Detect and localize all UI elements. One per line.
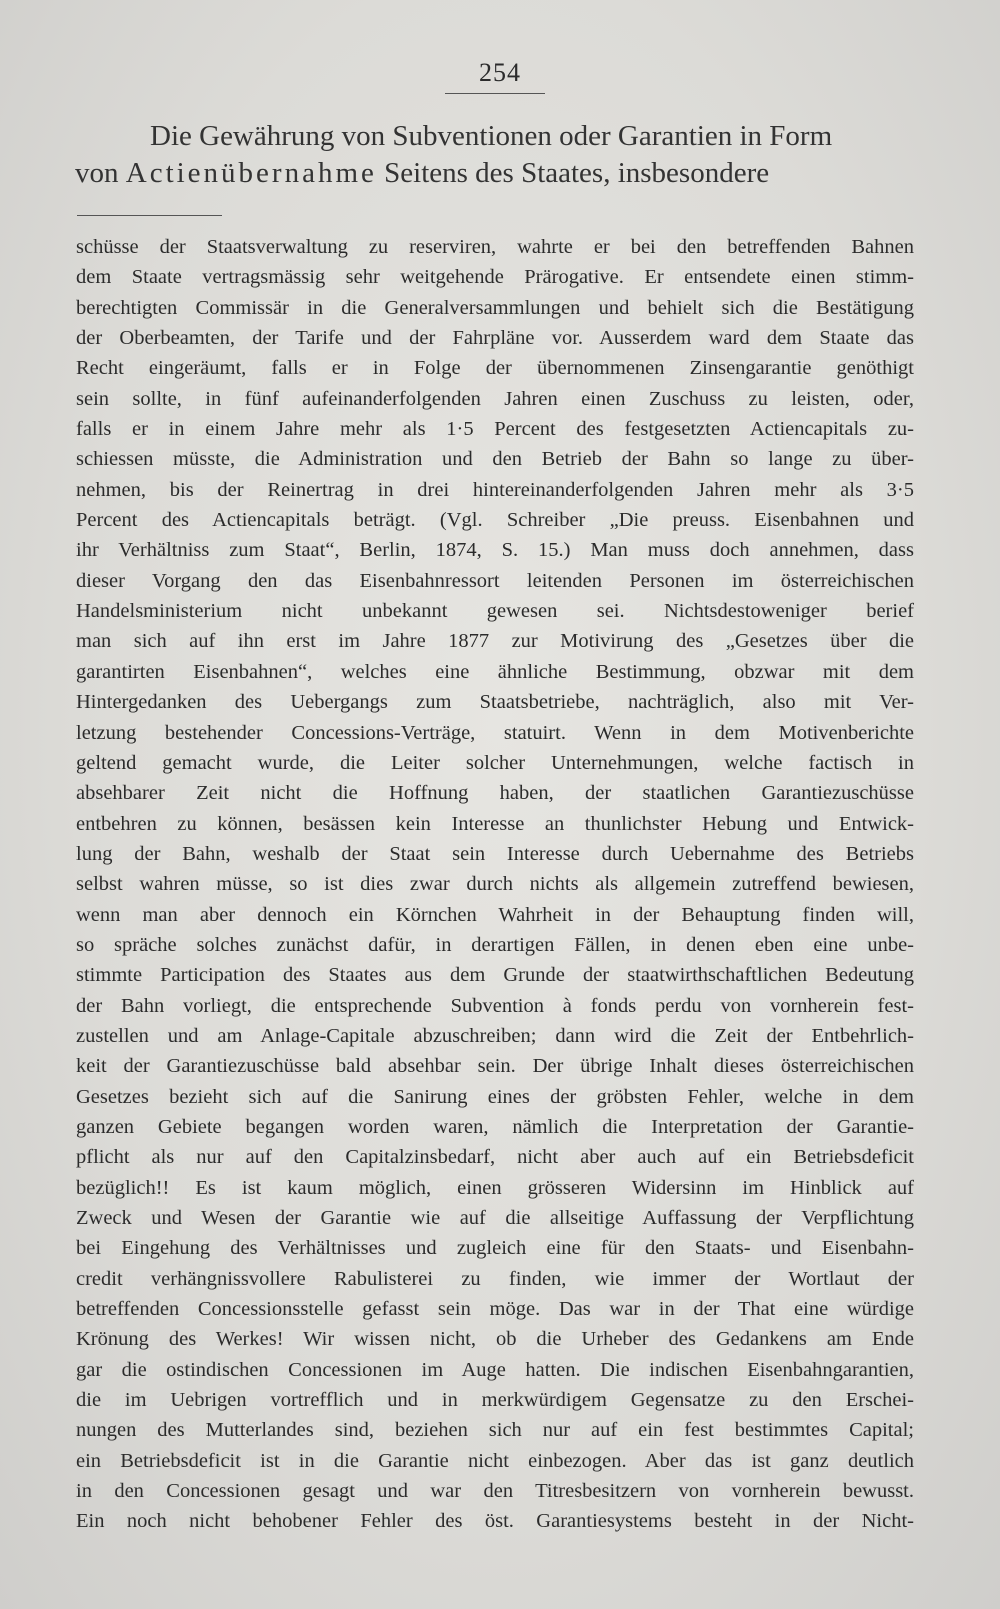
- text-line: schüsse der Staatsverwaltung zu reserviren, wahrte er bei den betreffenden Bahnen: [76, 236, 914, 258]
- text-line: ganzen Gebiete begangen worden waren, nämlich die Interpretation der Garantie-: [76, 1115, 914, 1138]
- text-line: keit der Garantiezuschüsse bald absehbar sein. Der übrige Inhalt dieses österreichischen: [76, 1055, 914, 1078]
- footnote-rule: [77, 215, 222, 216]
- text-line: betreffenden Concessionsstelle gefasst sein möge. Das war in der That eine würdige: [76, 1298, 914, 1321]
- text-line: pflicht als nur auf den Capitalzinsbedarf, nicht aber auch auf ein Betriebsdeficit: [76, 1146, 914, 1169]
- text-line: der Bahn vorliegt, die entsprechende Subvention à fonds perdu von vornherein fest-: [76, 994, 914, 1017]
- text-line: garantirten Eisenbahnen“, welches eine ähnliche Bestimmung, obzwar mit dem: [76, 660, 914, 683]
- text-line: bei Eingehung des Verhältnisses und zugleich eine für den Staats- und Eisenbahn-: [76, 1237, 914, 1260]
- text-line: dem Staate vertragsmässig sehr weitgehende Prärogative. Er entsendete einen stimm-: [76, 266, 914, 289]
- text-line: berechtigten Commissär in die Generalversammlungen und behielt sich die Bestätigung: [76, 296, 914, 319]
- text-line: Krönung des Werkes! Wir wissen nicht, ob die Urheber des Gedankens am Ende: [76, 1328, 914, 1351]
- text-line: absehbarer Zeit nicht die Hoffnung haben, der staatlichen Garantiezuschüsse: [76, 782, 914, 805]
- text-line: stimmte Participation des Staates aus dem Grunde der staatwirthschaftlichen Bedeutung: [76, 964, 914, 987]
- heading-text: Seitens des Staates, insbesondere: [376, 157, 770, 189]
- text-line: man sich auf ihn erst im Jahre 1877 zur Motivirung des „Gesetzes über die: [76, 630, 914, 653]
- text-line: selbst wahren müsse, so ist dies zwar durch nichts als allgemein zutreffend bewiesen,: [76, 873, 914, 896]
- text-line: gar die ostindischen Concessionen im Auge hatten. Die indischen Eisenbahngarantien,: [76, 1358, 914, 1381]
- text-line: wenn man aber dennoch ein Körnchen Wahrheit in der Behauptung finden will,: [76, 903, 914, 926]
- heading-emphasis: Actienübernahme: [125, 157, 377, 189]
- heading-text: Die Gewährung von Subventionen oder Garantien in Form: [150, 120, 833, 152]
- text-line: zustellen und am Anlage-Capitale abzuschreiben; dann wird die Zeit der Entbehrlich-: [76, 1024, 914, 1047]
- page-number: 254: [479, 58, 521, 87]
- text-line: geltend gemacht wurde, die Leiter solcher Unternehmungen, welche factisch in: [76, 751, 914, 774]
- text-line: bezüglich!! Es ist kaum möglich, einen grösseren Widersinn im Hinblick auf: [76, 1176, 914, 1199]
- text-line: nungen des Mutterlandes sind, beziehen sich nur auf ein fest bestimmtes Capital;: [76, 1419, 914, 1442]
- text-line: Recht eingeräumt, falls er in Folge der übernommenen Zinsengarantie genöthigt: [76, 357, 914, 380]
- text-line: credit verhängnissvollere Rabulisterei zu finden, wie immer der Wortlaut der: [76, 1267, 914, 1290]
- text-line: Gesetzes bezieht sich auf die Sanirung eines der gröbsten Fehler, welche in dem: [76, 1085, 914, 1108]
- text-line: dieser Vorgang den das Eisenbahnressort leitenden Personen im österreichischen: [76, 569, 914, 592]
- text-line: nehmen, bis der Reinertrag in drei hintereinanderfolgenden Jahren mehr als 3·5: [76, 478, 914, 501]
- text-line: Zweck und Wesen der Garantie wie auf die allseitige Auffassung der Verpflichtung: [76, 1207, 914, 1229]
- text-line: schiessen müsste, die Administration und den Betrieb der Bahn so lange zu über-: [76, 448, 914, 471]
- text-line: falls er in einem Jahre mehr als 1·5 Percent des festgesetzten Actiencapitals zu-: [76, 418, 914, 441]
- text-line: Hintergedanken des Uebergangs zum Staatsbetriebe, nachträglich, also mit Ver-: [76, 691, 914, 714]
- heading-text: von: [75, 157, 126, 189]
- text-line: so spräche solches zunächst dafür, in derartigen Fällen, in denen eben eine unbe-: [76, 933, 914, 956]
- heading-line: [75, 155, 915, 192]
- text-line: Handelsministerium nicht unbekannt gewesen sei. Nichtsdestoweniger berief: [76, 600, 914, 623]
- footnote-body: [76, 232, 914, 1537]
- heading-line: [75, 118, 915, 155]
- text-line: letzung bestehender Concessions-Verträge, statuirt. Wenn in dem Motivenberichte: [76, 721, 914, 744]
- text-line: in den Concessionen gesagt und war den Titresbesitzern von vornherein bewusst.: [76, 1480, 914, 1503]
- text-line: sein sollte, in fünf aufeinanderfolgenden Jahren einen Zuschuss zu leisten, oder,: [76, 387, 914, 410]
- text-line: lung der Bahn, weshalb der Staat sein Interesse durch Uebernahme des Betriebs: [76, 842, 914, 865]
- text-line: entbehren zu können, besässen kein Interesse an thunlichster Hebung und Entwick-: [76, 812, 914, 835]
- text-line: ihr Verhältniss zum Staat“, Berlin, 1874, S. 15.) Man muss doch annehmen, dass: [76, 539, 914, 562]
- text-line: ein Betriebsdeficit ist in die Garantie nicht einbezogen. Aber das ist ganz deutlich: [76, 1449, 914, 1472]
- text-line: der Oberbeamten, der Tarife und der Fahrpläne vor. Ausserdem ward dem Staate das: [76, 327, 914, 350]
- text-line: die im Uebrigen vortrefflich und in merkwürdigem Gegensatze zu den Erschei-: [76, 1389, 914, 1412]
- section-heading: [75, 118, 915, 192]
- text-line: Ein noch nicht behobener Fehler des öst. Garantiesystems besteht in der Nicht-: [76, 1510, 914, 1533]
- page-number-rule: [445, 93, 545, 94]
- text-line: Percent des Actiencapitals beträgt. (Vgl. Schreiber „Die preuss. Eisenbahnen und: [76, 509, 914, 532]
